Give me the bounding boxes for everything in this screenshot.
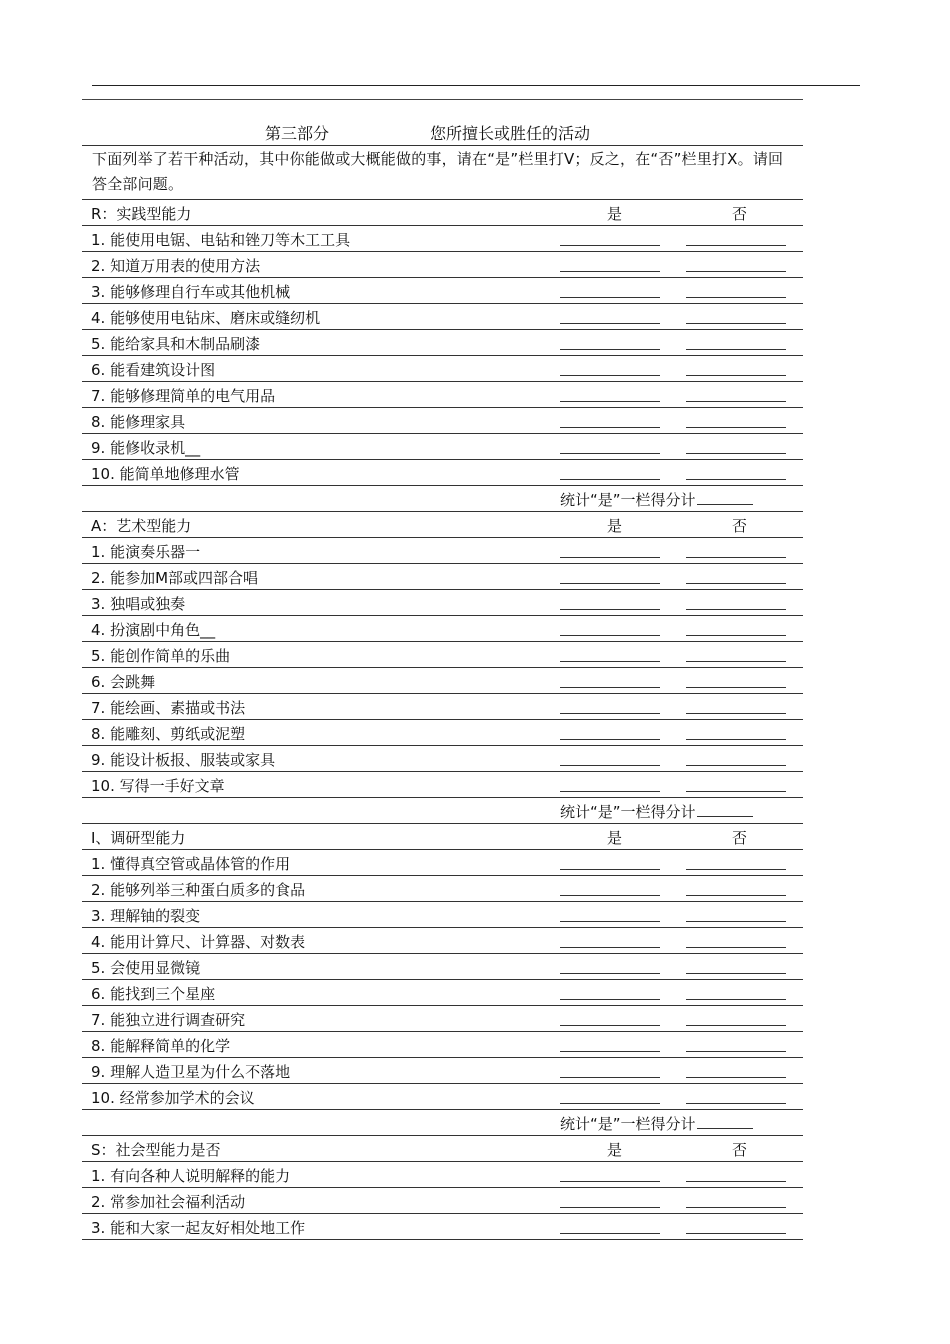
part-label: 第三部分 bbox=[265, 124, 330, 143]
yes-answer-blank[interactable] bbox=[560, 479, 660, 480]
no-answer-blank[interactable] bbox=[686, 661, 786, 662]
question-text: 9. 能修收录机__ bbox=[91, 439, 201, 457]
yes-answer-blank[interactable] bbox=[560, 609, 660, 610]
header-rule bbox=[92, 85, 860, 86]
yes-answer-blank[interactable] bbox=[560, 297, 660, 298]
no-answer-blank[interactable] bbox=[686, 635, 786, 636]
question-text: 3. 理解铀的裂变 bbox=[91, 907, 201, 925]
no-answer-blank[interactable] bbox=[686, 453, 786, 454]
question-row bbox=[82, 719, 803, 745]
question-row bbox=[82, 849, 803, 875]
question-row bbox=[82, 329, 803, 355]
question-text: 2. 常参加社会福利活动 bbox=[91, 1193, 246, 1211]
question-text: 10. 经常参加学术的会议 bbox=[91, 1089, 255, 1107]
yes-answer-blank[interactable] bbox=[560, 947, 660, 948]
question-text: 6. 能找到三个星座 bbox=[91, 985, 216, 1003]
no-answer-blank[interactable] bbox=[686, 947, 786, 948]
section-heading-row bbox=[82, 511, 803, 537]
yes-column-header: 是 bbox=[607, 517, 623, 535]
question-text: 10. 写得一手好文章 bbox=[91, 777, 225, 795]
question-text: 2. 知道万用表的使用方法 bbox=[91, 257, 261, 275]
yes-answer-blank[interactable] bbox=[560, 791, 660, 792]
question-row bbox=[82, 1161, 803, 1187]
tally-label bbox=[560, 1113, 753, 1134]
tally-label bbox=[560, 489, 753, 510]
yes-answer-blank[interactable] bbox=[560, 869, 660, 870]
question-text: 6. 能看建筑设计图 bbox=[91, 361, 216, 379]
section-heading: A：艺术型能力 bbox=[91, 517, 192, 535]
question-text: 1. 能演奏乐器一 bbox=[91, 543, 201, 561]
instructions: 下面列举了若干种活动，其中你能做或大概能做的事，请在“是”栏里打V；反之，在“否”栏里打X。请回答全部问题。 bbox=[82, 145, 803, 199]
section-heading-row bbox=[82, 823, 803, 849]
no-column-header: 否 bbox=[732, 517, 748, 535]
yes-answer-blank[interactable] bbox=[560, 1051, 660, 1052]
question-text: 8. 能雕刻、剪纸或泥塑 bbox=[91, 725, 246, 743]
question-row bbox=[82, 303, 803, 329]
no-answer-blank[interactable] bbox=[686, 1181, 786, 1182]
no-answer-blank[interactable] bbox=[686, 921, 786, 922]
question-text: 3. 独唱或独奏 bbox=[91, 595, 186, 613]
yes-answer-blank[interactable] bbox=[560, 739, 660, 740]
no-answer-blank[interactable] bbox=[686, 765, 786, 766]
no-answer-blank[interactable] bbox=[686, 1077, 786, 1078]
no-answer-blank[interactable] bbox=[686, 323, 786, 324]
question-text: 9. 理解人造卫星为什么不落地 bbox=[91, 1063, 291, 1081]
yes-answer-blank[interactable] bbox=[560, 375, 660, 376]
question-row bbox=[82, 615, 803, 641]
no-column-header: 否 bbox=[732, 1141, 748, 1159]
question-text: 3. 能够修理自行车或其他机械 bbox=[91, 283, 291, 301]
question-row bbox=[82, 693, 803, 719]
no-answer-blank[interactable] bbox=[686, 791, 786, 792]
yes-answer-blank[interactable] bbox=[560, 349, 660, 350]
no-answer-blank[interactable] bbox=[686, 297, 786, 298]
no-answer-blank[interactable] bbox=[686, 895, 786, 896]
question-text: 4. 能够使用电钻床、磨床或缝纫机 bbox=[91, 309, 321, 327]
yes-answer-blank[interactable] bbox=[560, 453, 660, 454]
question-row bbox=[82, 771, 803, 797]
section-heading: I、调研型能力 bbox=[91, 829, 186, 847]
question-row bbox=[82, 1057, 803, 1083]
section-heading: S：社会型能力是否 bbox=[91, 1141, 221, 1159]
yes-answer-blank[interactable] bbox=[560, 557, 660, 558]
score-blank[interactable] bbox=[697, 1114, 753, 1129]
yes-answer-blank[interactable] bbox=[560, 765, 660, 766]
part-name: 您所擅长或胜任的活动 bbox=[430, 124, 591, 143]
question-text: 4. 能用计算尺、计算器、对数表 bbox=[91, 933, 306, 951]
tally-row bbox=[82, 1109, 803, 1135]
no-answer-blank[interactable] bbox=[686, 583, 786, 584]
yes-answer-blank[interactable] bbox=[560, 1181, 660, 1182]
no-column-header: 否 bbox=[732, 205, 748, 223]
tally-row bbox=[82, 485, 803, 511]
question-row bbox=[82, 1083, 803, 1109]
question-row bbox=[82, 355, 803, 381]
question-text: 3. 能和大家一起友好相处地工作 bbox=[91, 1219, 306, 1237]
question-text: 1. 懂得真空管或晶体管的作用 bbox=[91, 855, 291, 873]
yes-answer-blank[interactable] bbox=[560, 1025, 660, 1026]
question-text: 2. 能参加M部或四部合唱 bbox=[91, 569, 259, 587]
question-text: 2. 能够列举三种蛋白质多的食品 bbox=[91, 881, 306, 899]
question-text: 4. 扮演剧中角色__ bbox=[91, 621, 216, 639]
yes-answer-blank[interactable] bbox=[560, 583, 660, 584]
tally-label bbox=[560, 801, 753, 822]
no-answer-blank[interactable] bbox=[686, 401, 786, 402]
no-answer-blank[interactable] bbox=[686, 713, 786, 714]
question-row bbox=[82, 225, 803, 251]
question-text: 5. 能创作简单的乐曲 bbox=[91, 647, 231, 665]
question-text: 1. 能使用电锯、电钻和锉刀等木工工具 bbox=[91, 231, 351, 249]
score-blank[interactable] bbox=[697, 802, 753, 817]
yes-column-header: 是 bbox=[607, 1141, 623, 1159]
no-answer-blank[interactable] bbox=[686, 739, 786, 740]
yes-answer-blank[interactable] bbox=[560, 687, 660, 688]
activity-survey-table bbox=[82, 118, 803, 1240]
no-column-header: 否 bbox=[732, 829, 748, 847]
question-text: 10. 能简单地修理水管 bbox=[91, 465, 240, 483]
no-answer-blank[interactable] bbox=[686, 999, 786, 1000]
question-row bbox=[82, 251, 803, 277]
section-title bbox=[82, 118, 803, 145]
question-row bbox=[82, 745, 803, 771]
no-answer-blank[interactable] bbox=[686, 687, 786, 688]
question-text: 1. 有向各种人说明解释的能力 bbox=[91, 1167, 291, 1185]
question-row bbox=[82, 537, 803, 563]
question-text: 6. 会跳舞 bbox=[91, 673, 156, 691]
yes-answer-blank[interactable] bbox=[560, 999, 660, 1000]
tally-row bbox=[82, 797, 803, 823]
yes-answer-blank[interactable] bbox=[560, 323, 660, 324]
yes-answer-blank[interactable] bbox=[560, 1077, 660, 1078]
yes-answer-blank[interactable] bbox=[560, 401, 660, 402]
yes-answer-blank[interactable] bbox=[560, 635, 660, 636]
no-answer-blank[interactable] bbox=[686, 1025, 786, 1026]
tally-text: 统计“是”一栏得分计 bbox=[560, 803, 696, 821]
question-text: 8. 能解释简单的化学 bbox=[91, 1037, 231, 1055]
survey-rows bbox=[82, 199, 803, 1240]
question-text: 5. 能给家具和木制品刷漆 bbox=[91, 335, 261, 353]
yes-column-header: 是 bbox=[607, 829, 623, 847]
no-answer-blank[interactable] bbox=[686, 609, 786, 610]
question-row bbox=[82, 901, 803, 927]
question-row bbox=[82, 407, 803, 433]
question-row bbox=[82, 927, 803, 953]
question-text: 7. 能独立进行调查研究 bbox=[91, 1011, 246, 1029]
header-rule-inner bbox=[82, 99, 803, 100]
question-row bbox=[82, 641, 803, 667]
tally-text: 统计“是”一栏得分计 bbox=[560, 1115, 696, 1133]
question-row bbox=[82, 589, 803, 615]
question-row bbox=[82, 1005, 803, 1031]
yes-answer-blank[interactable] bbox=[560, 973, 660, 974]
question-row bbox=[82, 875, 803, 901]
question-text: 7. 能绘画、素描或书法 bbox=[91, 699, 246, 717]
yes-answer-blank[interactable] bbox=[560, 661, 660, 662]
no-answer-blank[interactable] bbox=[686, 557, 786, 558]
question-row bbox=[82, 667, 803, 693]
yes-answer-blank[interactable] bbox=[560, 895, 660, 896]
question-row bbox=[82, 381, 803, 407]
yes-column-header: 是 bbox=[607, 205, 623, 223]
no-answer-blank[interactable] bbox=[686, 1051, 786, 1052]
no-answer-blank[interactable] bbox=[686, 271, 786, 272]
question-row bbox=[82, 563, 803, 589]
yes-answer-blank[interactable] bbox=[560, 1233, 660, 1234]
yes-answer-blank[interactable] bbox=[560, 245, 660, 246]
yes-answer-blank[interactable] bbox=[560, 921, 660, 922]
section-heading-row bbox=[82, 199, 803, 225]
no-answer-blank[interactable] bbox=[686, 349, 786, 350]
question-row bbox=[82, 1031, 803, 1057]
score-blank[interactable] bbox=[697, 490, 753, 505]
no-answer-blank[interactable] bbox=[686, 869, 786, 870]
question-row bbox=[82, 1213, 803, 1240]
no-answer-blank[interactable] bbox=[686, 1103, 786, 1104]
question-row bbox=[82, 459, 803, 485]
question-row bbox=[82, 953, 803, 979]
no-answer-blank[interactable] bbox=[686, 973, 786, 974]
question-text: 7. 能够修理简单的电气用品 bbox=[91, 387, 276, 405]
question-row bbox=[82, 277, 803, 303]
question-row bbox=[82, 433, 803, 459]
yes-answer-blank[interactable] bbox=[560, 271, 660, 272]
section-heading: R：实践型能力 bbox=[91, 205, 192, 223]
yes-answer-blank[interactable] bbox=[560, 713, 660, 714]
question-row bbox=[82, 1187, 803, 1213]
question-text: 5. 会使用显微镜 bbox=[91, 959, 201, 977]
no-answer-blank[interactable] bbox=[686, 245, 786, 246]
no-answer-blank[interactable] bbox=[686, 427, 786, 428]
tally-text: 统计“是”一栏得分计 bbox=[560, 491, 696, 509]
no-answer-blank[interactable] bbox=[686, 1207, 786, 1208]
yes-answer-blank[interactable] bbox=[560, 427, 660, 428]
no-answer-blank[interactable] bbox=[686, 375, 786, 376]
no-answer-blank[interactable] bbox=[686, 479, 786, 480]
question-text: 9. 能设计板报、服装或家具 bbox=[91, 751, 276, 769]
no-answer-blank[interactable] bbox=[686, 1233, 786, 1234]
section-heading-row bbox=[82, 1135, 803, 1161]
yes-answer-blank[interactable] bbox=[560, 1103, 660, 1104]
question-text: 8. 能修理家具 bbox=[91, 413, 186, 431]
yes-answer-blank[interactable] bbox=[560, 1207, 660, 1208]
question-row bbox=[82, 979, 803, 1005]
